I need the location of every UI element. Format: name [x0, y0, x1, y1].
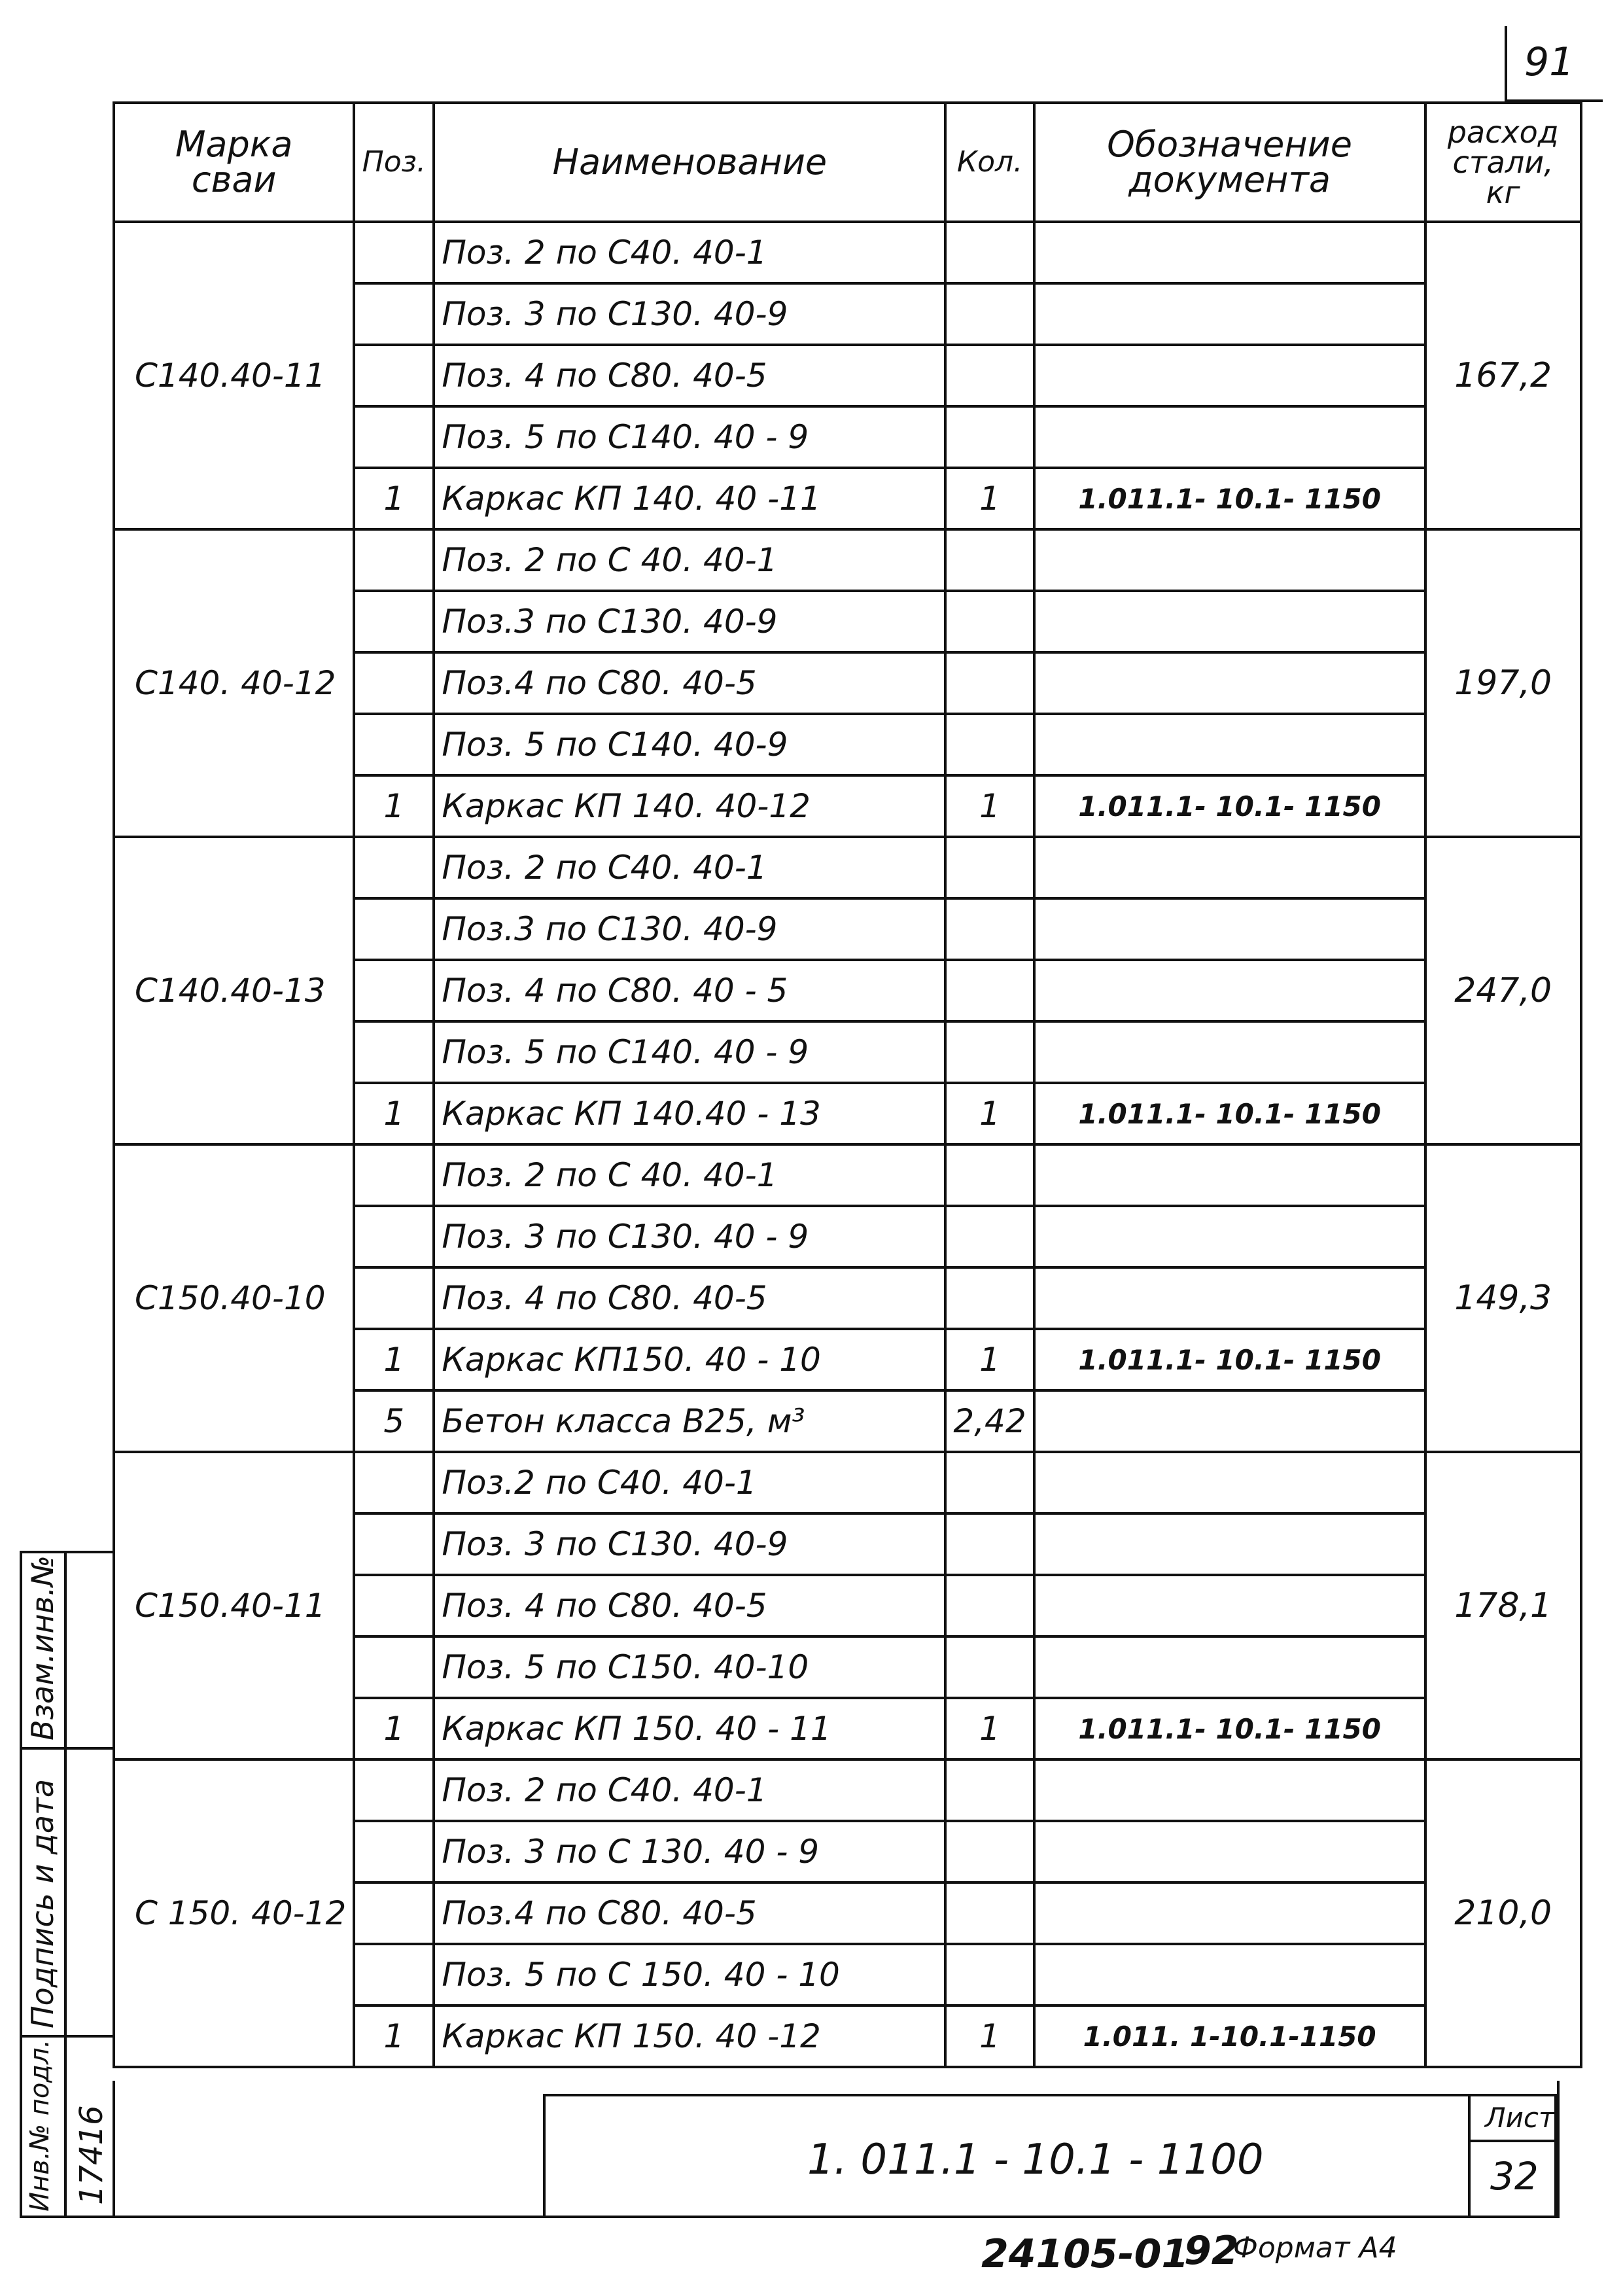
position-cell	[354, 283, 434, 345]
stamp-sign-date-label: Подпись и дата	[25, 1778, 60, 2028]
header-name: Наименование	[434, 103, 945, 222]
position-cell	[354, 1759, 434, 1821]
item-name-cell: Каркас КП 140. 40 -11	[434, 468, 945, 529]
header-steel-line2: стали,	[1452, 145, 1554, 180]
quantity-cell	[945, 960, 1034, 1021]
quantity-cell	[945, 714, 1034, 775]
item-name-cell: Каркас КП 150. 40 - 11	[434, 1698, 945, 1759]
document-designation-cell	[1034, 898, 1425, 960]
position-cell	[354, 529, 434, 591]
document-designation-cell	[1034, 714, 1425, 775]
item-name-cell: Поз.2 по С40. 40-1	[434, 1452, 945, 1513]
quantity-cell	[945, 652, 1034, 714]
position-cell: 1	[354, 1083, 434, 1144]
item-name-cell: Поз. 3 по С130. 40-9	[434, 1513, 945, 1575]
quantity-cell	[945, 1267, 1034, 1329]
item-name-cell: Поз. 2 по С40. 40-1	[434, 222, 945, 283]
footer-page-ref: 92	[1184, 2228, 1239, 2274]
table-row	[114, 222, 1581, 283]
pile-mark-cell: С 150. 40-12	[114, 1759, 354, 2067]
item-name-cell: Каркас КП 140. 40-12	[434, 775, 945, 837]
steel-consumption-cell: 197,0	[1425, 529, 1581, 837]
item-name-cell: Поз. 3 по С130. 40-9	[434, 283, 945, 345]
quantity-cell	[945, 1882, 1034, 1944]
document-designation-cell: 1.011.1- 10.1- 1150	[1034, 1083, 1425, 1144]
sheet-box-left	[1468, 2096, 1471, 2218]
item-name-cell: Бетон класса В25, м³	[434, 1390, 945, 1452]
item-name-cell: Каркас КП150. 40 - 10	[434, 1329, 945, 1390]
stamp-inv-no-label: Инв.№ подл.	[25, 2039, 55, 2212]
left-margin-stamp	[20, 1551, 113, 2218]
document-designation-cell	[1034, 529, 1425, 591]
position-cell	[354, 1267, 434, 1329]
quantity-cell	[945, 591, 1034, 652]
table-row	[114, 1452, 1581, 1513]
document-designation-cell: 1.011.1- 10.1- 1150	[1034, 1329, 1425, 1390]
stamp-bottom-line	[20, 2216, 113, 2218]
frame-left-line	[113, 2081, 115, 2218]
item-name-cell: Поз. 5 по С 150. 40 - 10	[434, 1944, 945, 2005]
steel-consumption-cell: 210,0	[1425, 1759, 1581, 2067]
item-name-cell: Поз.4 по С80. 40-5	[434, 652, 945, 714]
item-name-cell: Каркас КП 150. 40 -12	[434, 2005, 945, 2067]
item-name-cell: Поз. 4 по С80. 40-5	[434, 1267, 945, 1329]
item-name-cell: Поз. 5 по С140. 40 - 9	[434, 1021, 945, 1083]
document-designation: 1. 011.1 - 10.1 - 1100	[807, 2136, 1264, 2184]
position-cell: 1	[354, 1698, 434, 1759]
quantity-cell	[945, 1821, 1034, 1882]
item-name-cell: Каркас КП 140.40 - 13	[434, 1083, 945, 1144]
quantity-cell: 1	[945, 775, 1034, 837]
pile-mark-cell: С140.40-13	[114, 837, 354, 1144]
position-cell	[354, 652, 434, 714]
quantity-cell	[945, 1144, 1034, 1206]
header-mark-line2: сваи	[191, 159, 277, 200]
header-pos: Поз.	[354, 103, 434, 222]
position-cell	[354, 1021, 434, 1083]
item-name-cell: Поз. 5 по С140. 40-9	[434, 714, 945, 775]
document-designation-cell	[1034, 1759, 1425, 1821]
header-doc-line1: Обозначение	[1107, 124, 1353, 165]
position-cell	[354, 898, 434, 960]
position-cell	[354, 1513, 434, 1575]
document-designation-cell	[1034, 283, 1425, 345]
quantity-cell	[945, 1206, 1034, 1267]
sheet-number: 32	[1490, 2154, 1539, 2199]
item-name-cell: Поз. 4 по С80. 40-5	[434, 345, 945, 406]
table-header-row	[114, 103, 1581, 222]
frame-right-line	[1557, 2081, 1560, 2218]
quantity-cell: 2,42	[945, 1390, 1034, 1452]
position-cell: 1	[354, 775, 434, 837]
quantity-cell: 1	[945, 1083, 1034, 1144]
position-cell: 5	[354, 1390, 434, 1452]
document-designation-cell	[1034, 406, 1425, 468]
specification-table	[113, 101, 1582, 2068]
item-name-cell: Поз. 5 по С140. 40 - 9	[434, 406, 945, 468]
title-block	[543, 2094, 1557, 2218]
quantity-cell	[945, 837, 1034, 898]
table-row	[114, 1144, 1581, 1206]
position-cell: 1	[354, 1329, 434, 1390]
pile-mark-cell: С140. 40-12	[114, 529, 354, 837]
stamp-top-line	[20, 1551, 113, 1553]
quantity-cell	[945, 222, 1034, 283]
document-designation-cell	[1034, 1452, 1425, 1513]
quantity-cell	[945, 1636, 1034, 1698]
quantity-cell: 1	[945, 1329, 1034, 1390]
document-designation-cell	[1034, 1636, 1425, 1698]
document-designation-cell	[1034, 1882, 1425, 1944]
quantity-cell: 1	[945, 468, 1034, 529]
document-designation-cell	[1034, 960, 1425, 1021]
stamp-outer-left	[20, 1551, 22, 2218]
table-row	[114, 529, 1581, 591]
pile-mark-cell: С150.40-11	[114, 1452, 354, 1759]
position-cell: 1	[354, 468, 434, 529]
item-name-cell: Поз. 4 по С80. 40 - 5	[434, 960, 945, 1021]
document-designation-cell: 1.011.1- 10.1- 1150	[1034, 775, 1425, 837]
item-name-cell: Поз. 5 по С150. 40-10	[434, 1636, 945, 1698]
document-designation-cell	[1034, 1021, 1425, 1083]
header-steel-line1: расход	[1447, 115, 1559, 150]
position-cell	[354, 1575, 434, 1636]
header-qty: Кол.	[945, 103, 1034, 222]
document-designation-cell	[1034, 1513, 1425, 1575]
sheet-label: Лист	[1485, 2102, 1555, 2134]
quantity-cell	[945, 1021, 1034, 1083]
quantity-cell	[945, 283, 1034, 345]
position-cell	[354, 1206, 434, 1267]
item-name-cell: Поз.3 по С130. 40-9	[434, 591, 945, 652]
item-name-cell: Поз. 2 по С40. 40-1	[434, 837, 945, 898]
document-designation-cell	[1034, 1206, 1425, 1267]
quantity-cell	[945, 898, 1034, 960]
item-name-cell: Поз. 4 по С80. 40-5	[434, 1575, 945, 1636]
position-cell	[354, 714, 434, 775]
position-cell	[354, 591, 434, 652]
position-cell	[354, 1452, 434, 1513]
item-name-cell: Поз. 3 по С 130. 40 - 9	[434, 1821, 945, 1882]
position-cell	[354, 1944, 434, 2005]
document-designation-cell: 1.011. 1-10.1-1150	[1034, 2005, 1425, 2067]
header-steel-line3: кг	[1486, 175, 1520, 210]
document-designation-cell	[1034, 837, 1425, 898]
position-cell	[354, 222, 434, 283]
document-designation-cell	[1034, 1821, 1425, 1882]
document-designation-cell: 1.011.1- 10.1- 1150	[1034, 468, 1425, 529]
position-cell	[354, 960, 434, 1021]
quantity-cell	[945, 1452, 1034, 1513]
stamp-line-2	[20, 1747, 113, 1750]
position-cell	[354, 406, 434, 468]
header-doc-line2: документа	[1128, 159, 1331, 200]
position-cell: 1	[354, 2005, 434, 2067]
sheet-box-divider	[1468, 2140, 1557, 2142]
steel-consumption-cell: 167,2	[1425, 222, 1581, 529]
pile-mark-cell: С150.40-10	[114, 1144, 354, 1452]
header-mark-line1: Марка	[175, 124, 293, 165]
document-designation-cell	[1034, 1944, 1425, 2005]
document-designation-cell: 1.011.1- 10.1- 1150	[1034, 1698, 1425, 1759]
table-row	[114, 1759, 1581, 1821]
document-designation-cell	[1034, 1575, 1425, 1636]
position-cell	[354, 1882, 434, 1944]
footer-format: Формат А4	[1233, 2231, 1397, 2265]
quantity-cell	[945, 1575, 1034, 1636]
stamp-inv-no-value: 17416	[73, 2105, 110, 2205]
item-name-cell: Поз.3 по С130. 40-9	[434, 898, 945, 960]
quantity-cell	[945, 345, 1034, 406]
footer-order-number: 24105-01	[981, 2231, 1189, 2277]
item-name-cell: Поз.4 по С80. 40-5	[434, 1882, 945, 1944]
header-doc	[1034, 103, 1425, 222]
header-steel	[1425, 103, 1581, 222]
document-designation-cell	[1034, 222, 1425, 283]
item-name-cell: Поз. 2 по С 40. 40-1	[434, 1144, 945, 1206]
item-name-cell: Поз. 3 по С130. 40 - 9	[434, 1206, 945, 1267]
document-designation-cell	[1034, 345, 1425, 406]
position-cell	[354, 1636, 434, 1698]
quantity-cell: 1	[945, 2005, 1034, 2067]
quantity-cell	[945, 406, 1034, 468]
page-number-divider	[1505, 26, 1507, 101]
quantity-cell	[945, 529, 1034, 591]
stamp-column-divider	[64, 1551, 67, 2218]
position-cell	[354, 1144, 434, 1206]
document-designation-cell	[1034, 1144, 1425, 1206]
document-designation-cell	[1034, 591, 1425, 652]
header-mark	[114, 103, 354, 222]
document-designation-cell	[1034, 1390, 1425, 1452]
quantity-cell	[945, 1759, 1034, 1821]
quantity-cell: 1	[945, 1698, 1034, 1759]
quantity-cell	[945, 1513, 1034, 1575]
item-name-cell: Поз. 2 по С 40. 40-1	[434, 529, 945, 591]
stamp-line-3	[20, 2035, 113, 2038]
document-designation-cell	[1034, 652, 1425, 714]
position-cell	[354, 837, 434, 898]
position-cell	[354, 1821, 434, 1882]
stamp-replace-inv-label: Взам.инв.№	[25, 1555, 60, 1740]
steel-consumption-cell: 247,0	[1425, 837, 1581, 1144]
table-row	[114, 837, 1581, 898]
position-cell	[354, 345, 434, 406]
quantity-cell	[945, 1944, 1034, 2005]
pile-mark-cell: С140.40-11	[114, 222, 354, 529]
document-designation-cell	[1034, 1267, 1425, 1329]
steel-consumption-cell: 149,3	[1425, 1144, 1581, 1452]
item-name-cell: Поз. 2 по С40. 40-1	[434, 1759, 945, 1821]
steel-consumption-cell: 178,1	[1425, 1452, 1581, 1759]
page-number: 91	[1524, 39, 1575, 85]
